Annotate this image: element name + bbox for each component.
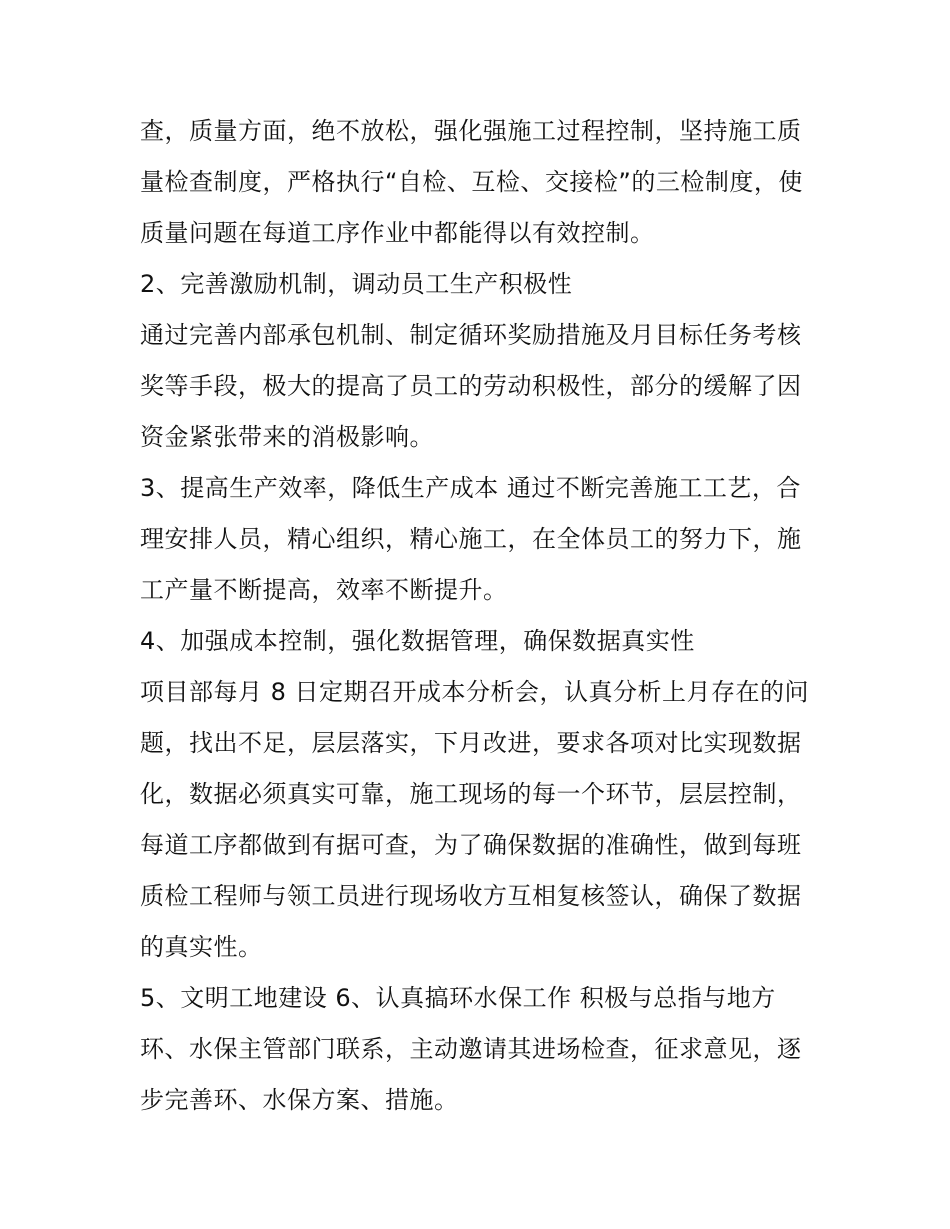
text-line: 奖等手段，极大的提高了员工的劳动积极性，部分的缓解了因	[140, 372, 802, 400]
text-line: 项目部每月 8 日定期召开成本分析会，认真分析上月存在的问	[140, 678, 810, 706]
text-line: 每道工序都做到有据可查，为了确保数据的准确性，做到每班	[140, 831, 802, 859]
text-line: 的真实性。	[140, 933, 263, 961]
text-line: 工产量不断提高，效率不断提升。	[140, 576, 508, 604]
document-body	[140, 106, 820, 1126]
text-line: 量检查制度，严格执行“自检、互检、交接检”的三检制度，使	[140, 168, 803, 196]
section-heading: 4、加强成本控制，强化数据管理，确保数据真实性	[140, 627, 695, 655]
text-line: 资金紧张带来的消极影响。	[140, 423, 434, 451]
section-heading: 2、完善激励机制，调动员工生产积极性	[140, 270, 573, 298]
text-line: 环、水保主管部门联系，主动邀请其进场检查，征求意见，逐	[140, 1035, 802, 1063]
text-line: 质量问题在每道工序作业中都能得以有效控制。	[140, 219, 655, 247]
text-line: 质检工程师与领工员进行现场收方互相复核签认，确保了数据	[140, 882, 802, 910]
text-line: 步完善环、水保方案、措施。	[140, 1086, 459, 1114]
text-line: 查，质量方面，绝不放松，强化强施工过程控制，坚持施工质	[140, 117, 802, 145]
section-heading: 5、文明工地建设 6、认真搞环水保工作 积极与总指与地方	[140, 984, 776, 1012]
text-line: 题，找出不足，层层落实，下月改进，要求各项对比实现数据	[140, 729, 802, 757]
text-line: 化，数据必须真实可靠，施工现场的每一个环节，层层控制，	[140, 780, 802, 808]
section-heading: 3、提高生产效率，降低生产成本 通过不断完善施工工艺，合	[140, 474, 801, 502]
text-line: 通过完善内部承包机制、制定循环奖励措施及月目标任务考核	[140, 321, 802, 349]
text-line: 理安排人员，精心组织，精心施工，在全体员工的努力下，施	[140, 525, 802, 553]
